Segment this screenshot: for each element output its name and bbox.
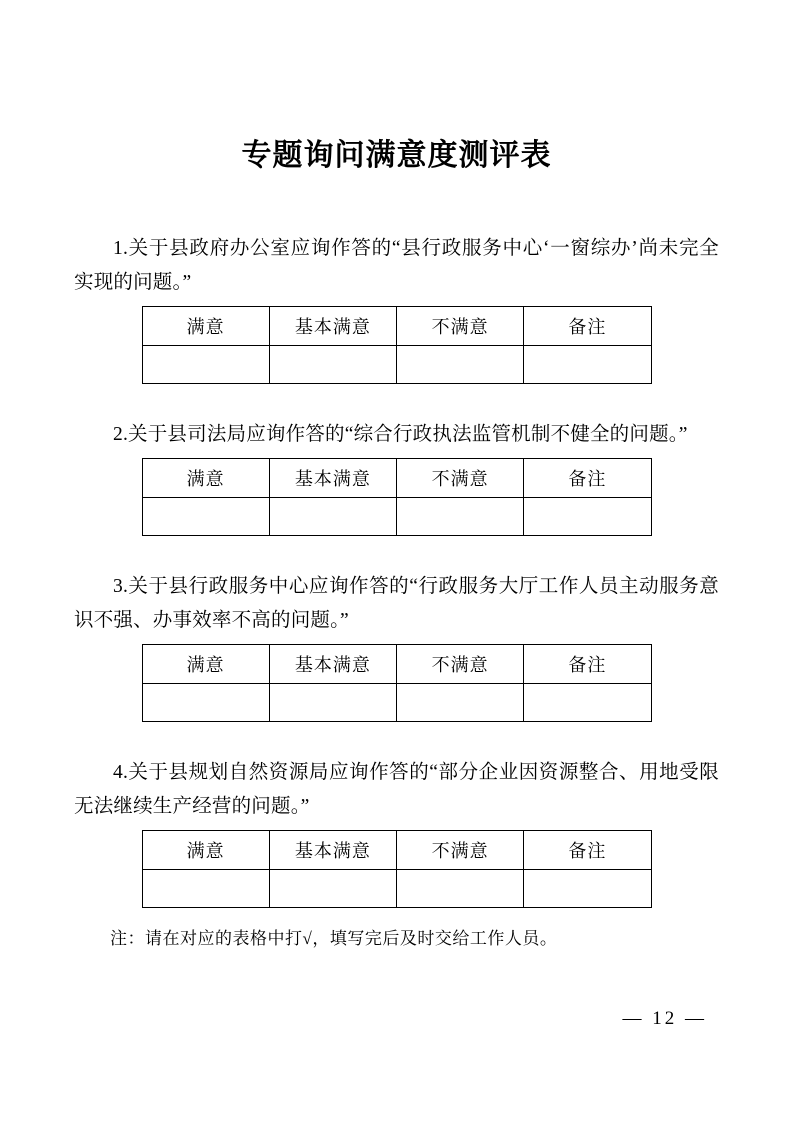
column-header-basically-satisfied: 基本满意 [269,459,396,498]
answer-cell-satisfied[interactable] [142,684,269,722]
answer-cell-not-satisfied[interactable] [397,346,524,384]
rating-table-1 [142,306,652,384]
column-header-not-satisfied: 不满意 [397,459,524,498]
question-text-3: 3.关于县行政服务中心应询作答的“行政服务大厅工作人员主动服务意识不强、办事效率不高的问题。” [74,576,719,631]
question-text-1: 1.关于县政府办公室应询作答的“县行政服务中心‘一窗综办’尚未完全实现的问题。” [74,238,719,293]
answer-cell-remarks[interactable] [524,870,651,908]
page-title: 专题询问满意度测评表 [241,139,552,172]
column-header-basically-satisfied: 基本满意 [269,307,396,346]
column-header-basically-satisfied: 基本满意 [269,645,396,684]
answer-cell-basically-satisfied[interactable] [269,346,396,384]
column-header-remarks: 备注 [524,307,651,346]
rating-table-4 [142,830,652,908]
answer-cell-remarks[interactable] [524,346,651,384]
question-block-3 [72,570,721,722]
answer-cell-remarks[interactable] [524,684,651,722]
answer-cell-satisfied[interactable] [142,498,269,536]
column-header-remarks: 备注 [524,459,651,498]
column-header-not-satisfied: 不满意 [397,645,524,684]
table-header-row [142,645,651,684]
table-row [142,346,651,384]
column-header-not-satisfied: 不满意 [397,831,524,870]
question-block-2 [72,418,721,536]
question-block-1 [72,232,721,384]
column-header-basically-satisfied: 基本满意 [269,831,396,870]
answer-cell-satisfied[interactable] [142,870,269,908]
answer-cell-not-satisfied[interactable] [397,870,524,908]
column-header-remarks: 备注 [524,645,651,684]
question-text-4: 4.关于县规划自然资源局应询作答的“部分企业因资源整合、用地受限无法继续生产经营的问题。” [74,762,719,817]
table-header-row [142,307,651,346]
answer-cell-not-satisfied[interactable] [397,684,524,722]
column-header-satisfied: 满意 [142,645,269,684]
column-header-satisfied: 满意 [142,307,269,346]
answer-cell-not-satisfied[interactable] [397,498,524,536]
answer-cell-basically-satisfied[interactable] [269,684,396,722]
table-row [142,498,651,536]
column-header-satisfied: 满意 [142,831,269,870]
rating-table-3 [142,644,652,722]
table-row [142,870,651,908]
column-header-satisfied: 满意 [142,459,269,498]
page-number: — 12 — [622,1008,707,1029]
column-header-not-satisfied: 不满意 [397,307,524,346]
rating-table-2 [142,458,652,536]
question-block-4 [72,756,721,908]
column-header-remarks: 备注 [524,831,651,870]
answer-cell-satisfied[interactable] [142,346,269,384]
answer-cell-basically-satisfied[interactable] [269,498,396,536]
instruction-note: 注：请在对应的表格中打√，填写完后及时交给工作人员。 [110,929,558,948]
table-header-row [142,831,651,870]
table-header-row [142,459,651,498]
answer-cell-basically-satisfied[interactable] [269,870,396,908]
question-text-2: 2.关于县司法局应询作答的“综合行政执法监管机制不健全的问题。” [113,424,688,445]
table-row [142,684,651,722]
answer-cell-remarks[interactable] [524,498,651,536]
